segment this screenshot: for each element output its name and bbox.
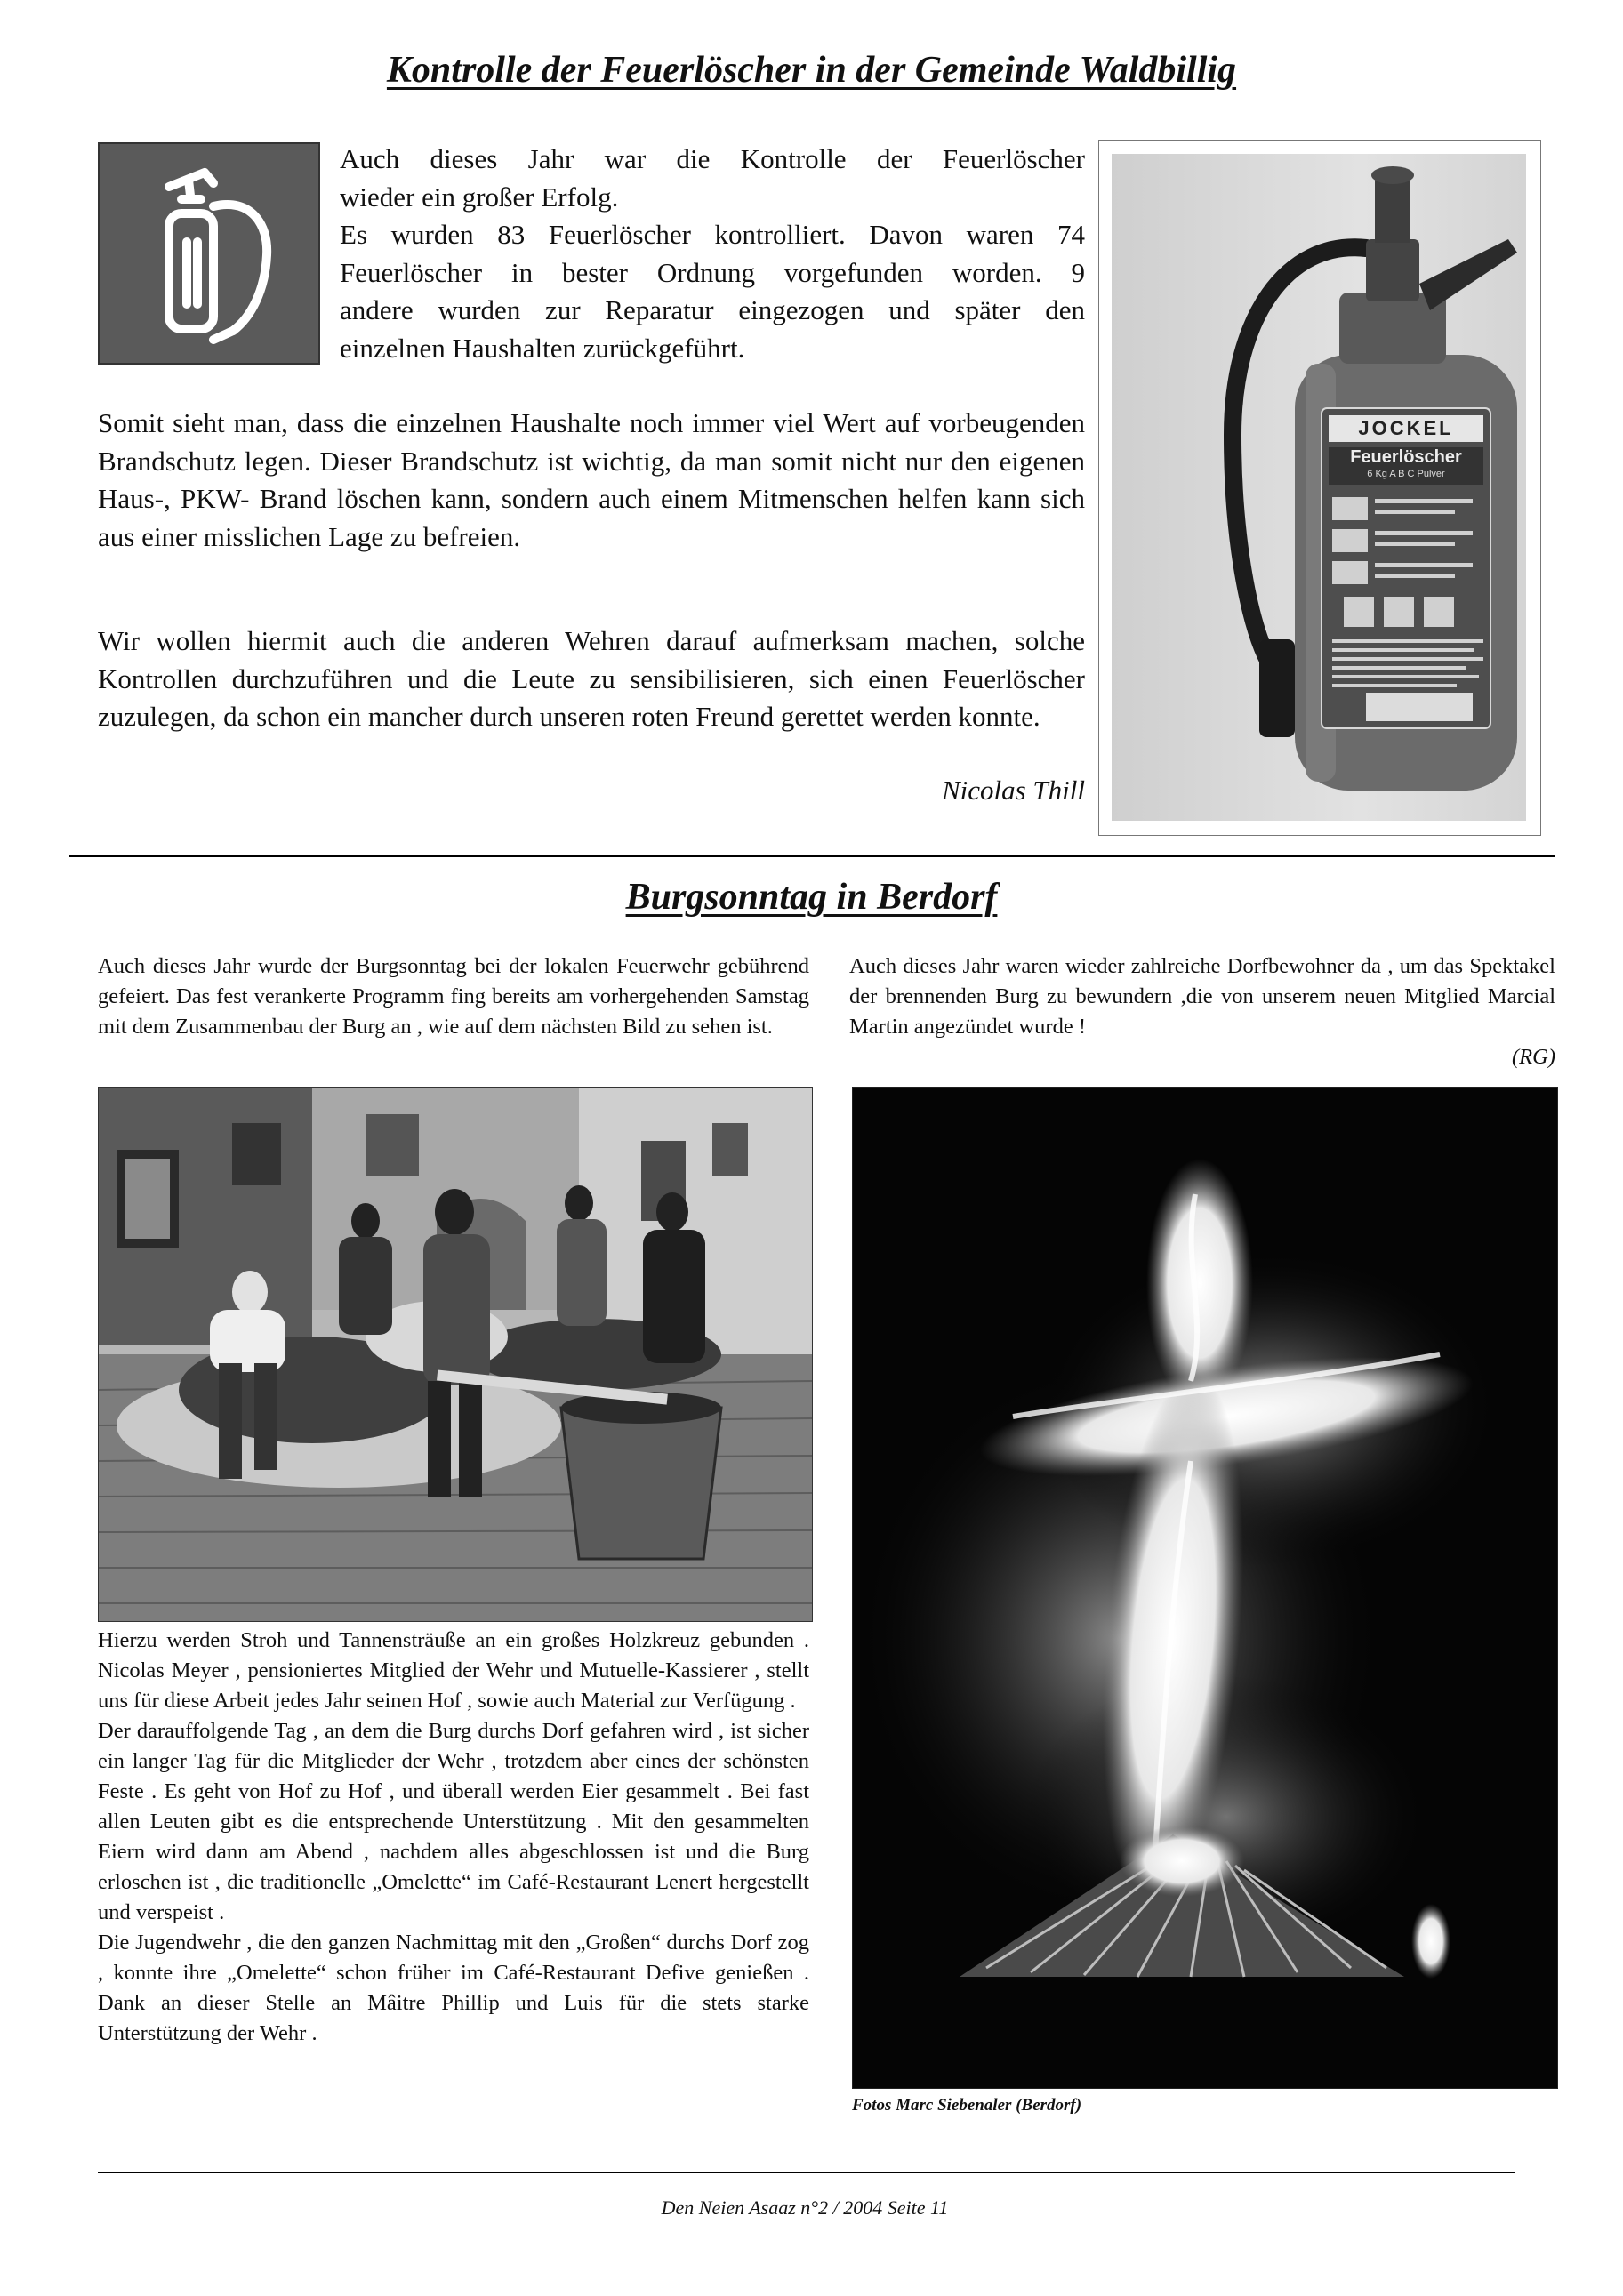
photo-credit: Fotos Marc Siebenaler (Berdorf) xyxy=(852,2096,1082,2115)
article2-body-paragraph-3: Die Jugendwehr , die den ganzen Nachmittag mit den „Großen“ durchs Dorf zog , konnte ihre „Omelette“ schon früher im Café-Restaurant Defive genießen . Dank an dieser Stelle an Mâitre Phillip und Luis für die stets starke Unterstützung der Wehr . xyxy=(98,1931,809,2045)
extinguisher-name-label: Feuerlöscher xyxy=(1350,447,1462,467)
article1-paragraph-3: Somit sieht man, dass die einzelnen Haushalte noch immer viel Wert auf vorbeugenden Brandschutz legen. Dieser Brandschutz ist wichtig, da man somit nicht nur den eigenen Haus-, PKW- Brand löschen kann, sondern auch einem Mitmenschen helfen kann sich aus einer misslichen Lage zu befreien. xyxy=(98,407,1085,552)
article1-stats-line-2: Feuerlöscher in bester Ordnung vorgefunden worden. 9 xyxy=(340,256,1085,288)
fire-extinguisher-photo xyxy=(1098,140,1541,836)
page-footer: Den Neien Asaaz n°2 / 2004 Seite 11 xyxy=(661,2196,949,2219)
footer-rule xyxy=(98,2172,1515,2173)
article1-title: Kontrolle der Feuerlöscher in der Gemeinde Waldbillig xyxy=(386,50,1237,91)
extinguisher-spec-label: 6 Kg A B C Pulver xyxy=(1367,469,1445,479)
article1-stats-line-1: Es wurden 83 Feuerlöscher kontrolliert. Davon waren 74 xyxy=(340,219,1085,250)
article2-title: Burgsonntag in Berdorf xyxy=(625,877,998,918)
extinguisher-brand-label: JOCKEL xyxy=(1358,417,1454,439)
article2-body-paragraph-2: Der darauffolgende Tag , an dem die Burg durchs Dorf gefahren wird , ist sicher ein langer Tag für die Mitglieder der Wehr , trotzdem aber eines der schönsten Feste . Es geht von Hof zu Hof , und überall werden Eier gesammelt . Bei fast allen Leuten gibt es die entsprechende Unterstützung . Mit den gesammelten Eiern wird dann am Abend , nachdem alles abgeschlossen ist und die Burg erloschen ist , die traditionelle „Omelette“ im Café-Restaurant Lenert hergestellt und verspeist . xyxy=(98,1719,809,1924)
burning-cross-photo xyxy=(852,1087,1558,2089)
article1-intro-line-2: wieder ein großer Erfolg. xyxy=(340,181,619,213)
article1-stats-line-3: andere wurden zur Reparatur eingezogen und später den xyxy=(340,294,1085,325)
article2-left-intro: Auch dieses Jahr wurde der Burgsonntag bei der lokalen Feuerwehr gebührend gefeiert. Das fest verankerte Programm fing bereits am vorhergehenden Samstag mit dem Zusammenbau der Burg an , wie auf dem nächsten Bild zu sehen ist. xyxy=(98,954,809,1039)
courtyard-work-photo xyxy=(98,1087,813,1622)
article2-right-intro: Auch dieses Jahr waren wieder zahlreiche Dorfbewohner da , um das Spektakel der brennenden Burg zu bewundern ,die von unserem neuen Mitglied Marcial Martin angezündet wurde ! xyxy=(849,954,1555,1039)
article1-paragraph-4: Wir wollen hiermit auch die anderen Wehren darauf aufmerksam machen, solche Kontrollen durchzuführen und die Leute zu sensibilisieren, sich einen Feuerlöscher zuzulegen, da schon ein mancher durch unseren roten Freund gerettet werden konnte. xyxy=(98,625,1085,732)
fire-extinguisher-sign-icon xyxy=(98,142,320,365)
article2-right-signature: (RG) xyxy=(1512,1045,1555,1069)
article2-body-paragraph-1: Hierzu werden Stroh und Tannensträuße an ein großes Holzkreuz gebunden . Nicolas Meyer , pensioniertes Mitglied der Wehr und Mutuelle-Kassierer , stellt uns für diese Arbeit jedes Jahr seinen Hof , sowie auch Material zur Verfügung . xyxy=(98,1628,809,1713)
section-divider xyxy=(69,855,1555,857)
article1-stats-line-4: einzelnen Haushalten zurückgeführt. xyxy=(340,332,745,364)
article1-author: Nicolas Thill xyxy=(941,775,1085,806)
article1-intro-line-1: Auch dieses Jahr war die Kontrolle der Feuerlöscher xyxy=(340,143,1085,174)
